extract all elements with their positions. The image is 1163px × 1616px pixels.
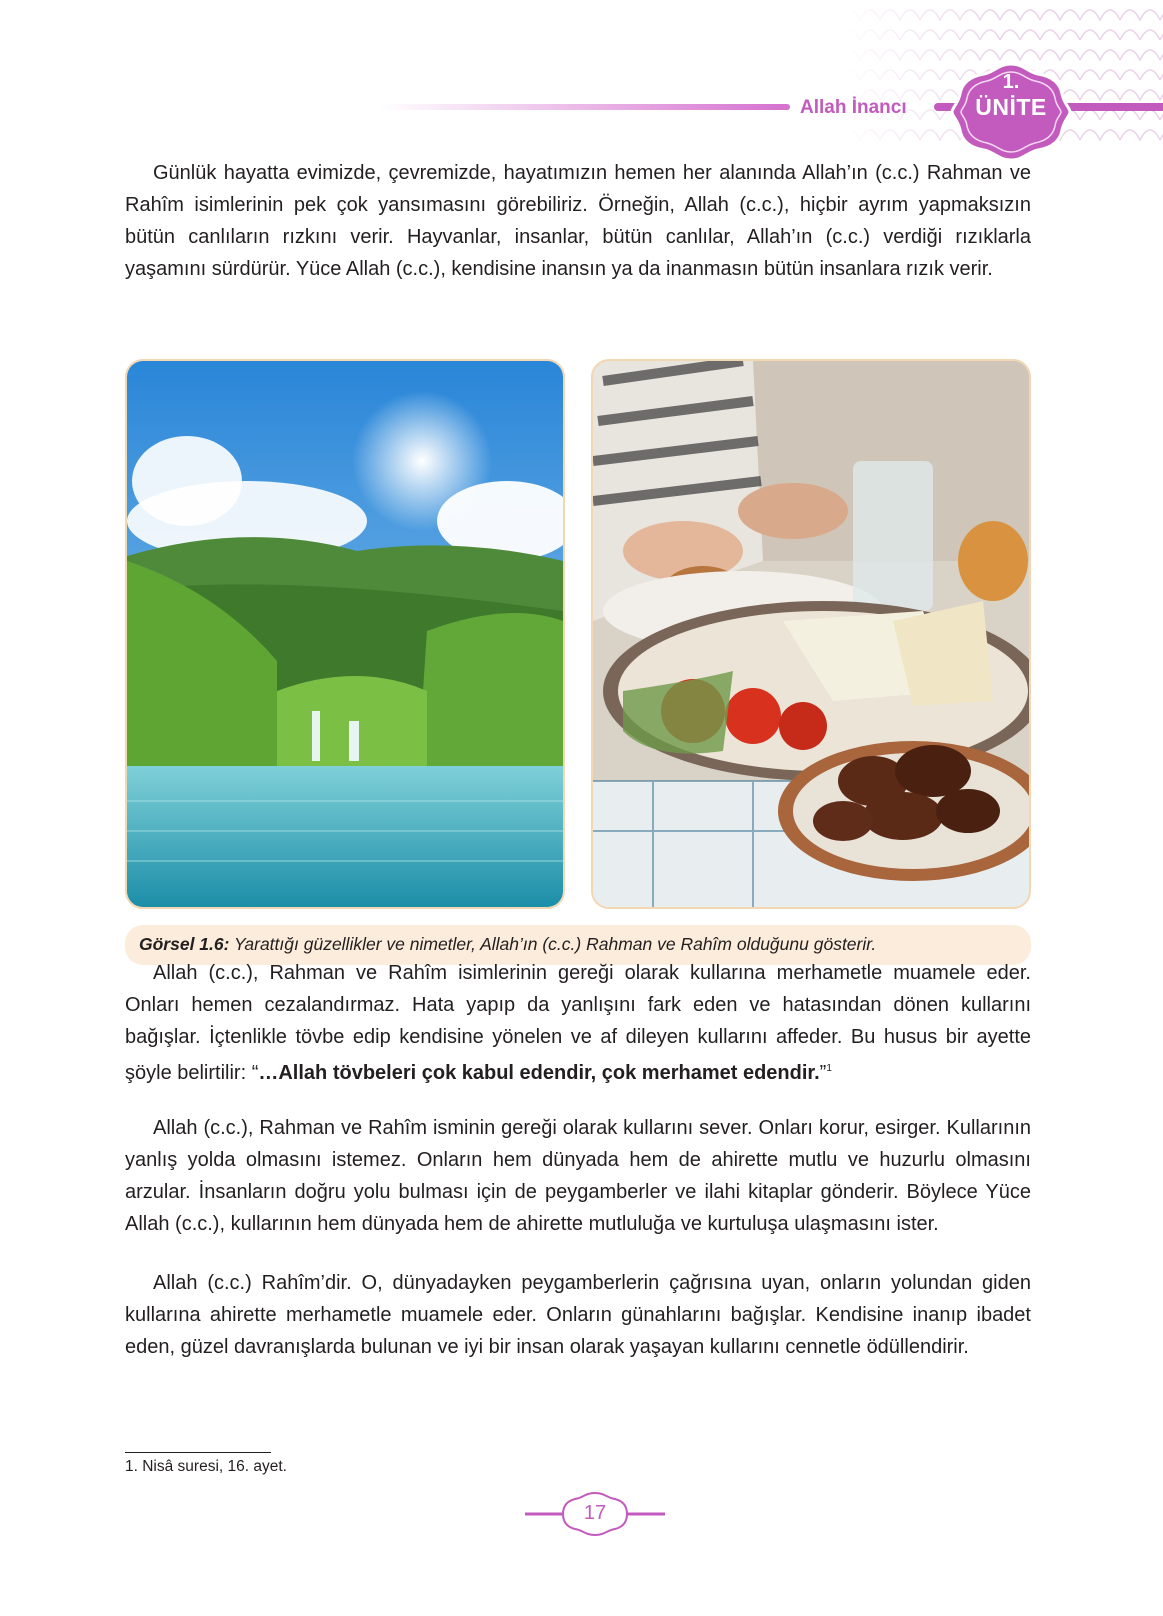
breakfast-image (591, 359, 1031, 909)
quote-close: ” (819, 1062, 827, 1084)
unit-number: 1. (1002, 71, 1020, 93)
footnote-ref: 1 (826, 1063, 832, 1074)
paragraph-intro: Günlük hayatta evimizde, çevremizde, hayatımızın hemen her alanında Allah’ın (c.c.) Rahman ve Rahîm isimlerinin pek çok yansımasını görebiliriz. Örneğin, Allah (c.c.), hiçbir ayrım yapmaksızın bütün canlıların rızkını verir. Hayvanlar, insanlar, bütün canlılar, Allah’ın (c.c.) verdiği rızıklarla yaşamını sürdürür. Yüce Allah (c.c.), kendisine inansın ya da inanmasın bütün insanlara rızık verir. (125, 162, 1031, 280)
footnote-rule (125, 1452, 271, 1453)
page-number: 17 (583, 1502, 607, 1524)
unit-badge (948, 60, 1074, 164)
paragraph-love: Allah (c.c.), Rahman ve Rahîm isminin gereği olarak kullarını sever. Onları korur, esirger. Kullarının yanlış yolda olmasını istemez. Onların hem dünyada hem de ahirette mutlu ve huzurlu olmasını arzular. İnsanların doğru yolu bulması için de peygamberler ve ilahi kitaplar gönderir. Böylece Yüce Allah (c.c.), kullarının hem dünyada hem de ahirette mutluluğa ve kurtuluşa ulaşmasını ister. (125, 1117, 1031, 1235)
footnote: 1. Nisâ suresi, 16. ayet. (125, 1458, 287, 1475)
paragraph-mercy (125, 957, 1031, 1089)
caption-label: Görsel 1.6: (139, 934, 230, 954)
section-title: Allah İnancı (800, 97, 907, 118)
header-rule-right (1063, 103, 1163, 111)
verse-quote: …Allah tövbeleri çok kabul edendir, çok merhamet edendir. (258, 1062, 820, 1084)
paragraph-rahim: Allah (c.c.) Rahîm’dir. O, dünyadayken peygamberlerin çağrısına uyan, onların yolundan giden kullarına ahirette merhametle muamele eder. Onların günahlarını bağışlar. Kendisine inanıp ibadet eden, güzel davranışlarda bulunan ve iyi bir insan olarak yaşayan kullarını cennetle ödüllendirir. (125, 1272, 1031, 1358)
page-number-badge (525, 1490, 665, 1538)
caption-text: Yarattığı güzellikler ve nimetler, Allah’ın (c.c.) Rahman ve Rahîm olduğunu gösterir. (229, 934, 877, 954)
landscape-image (125, 359, 565, 909)
header-rule (380, 104, 790, 110)
paragraph-mercy-text: Allah (c.c.), Rahman ve Rahîm isimlerinin gereği olarak kullarına merhametle muamele eder. Onları hemen cezalandırmaz. Hata yapıp da yanlışını fark eden ve hatasından dönen kullarını bağışlar. İçtenlikle tövbe edip kendisine yönelen ve af dileyen kullarını affeder. Bu husus bir ayette şöyle belirtilir: “ (125, 962, 1031, 1084)
unit-label: ÜNİTE (975, 94, 1047, 120)
